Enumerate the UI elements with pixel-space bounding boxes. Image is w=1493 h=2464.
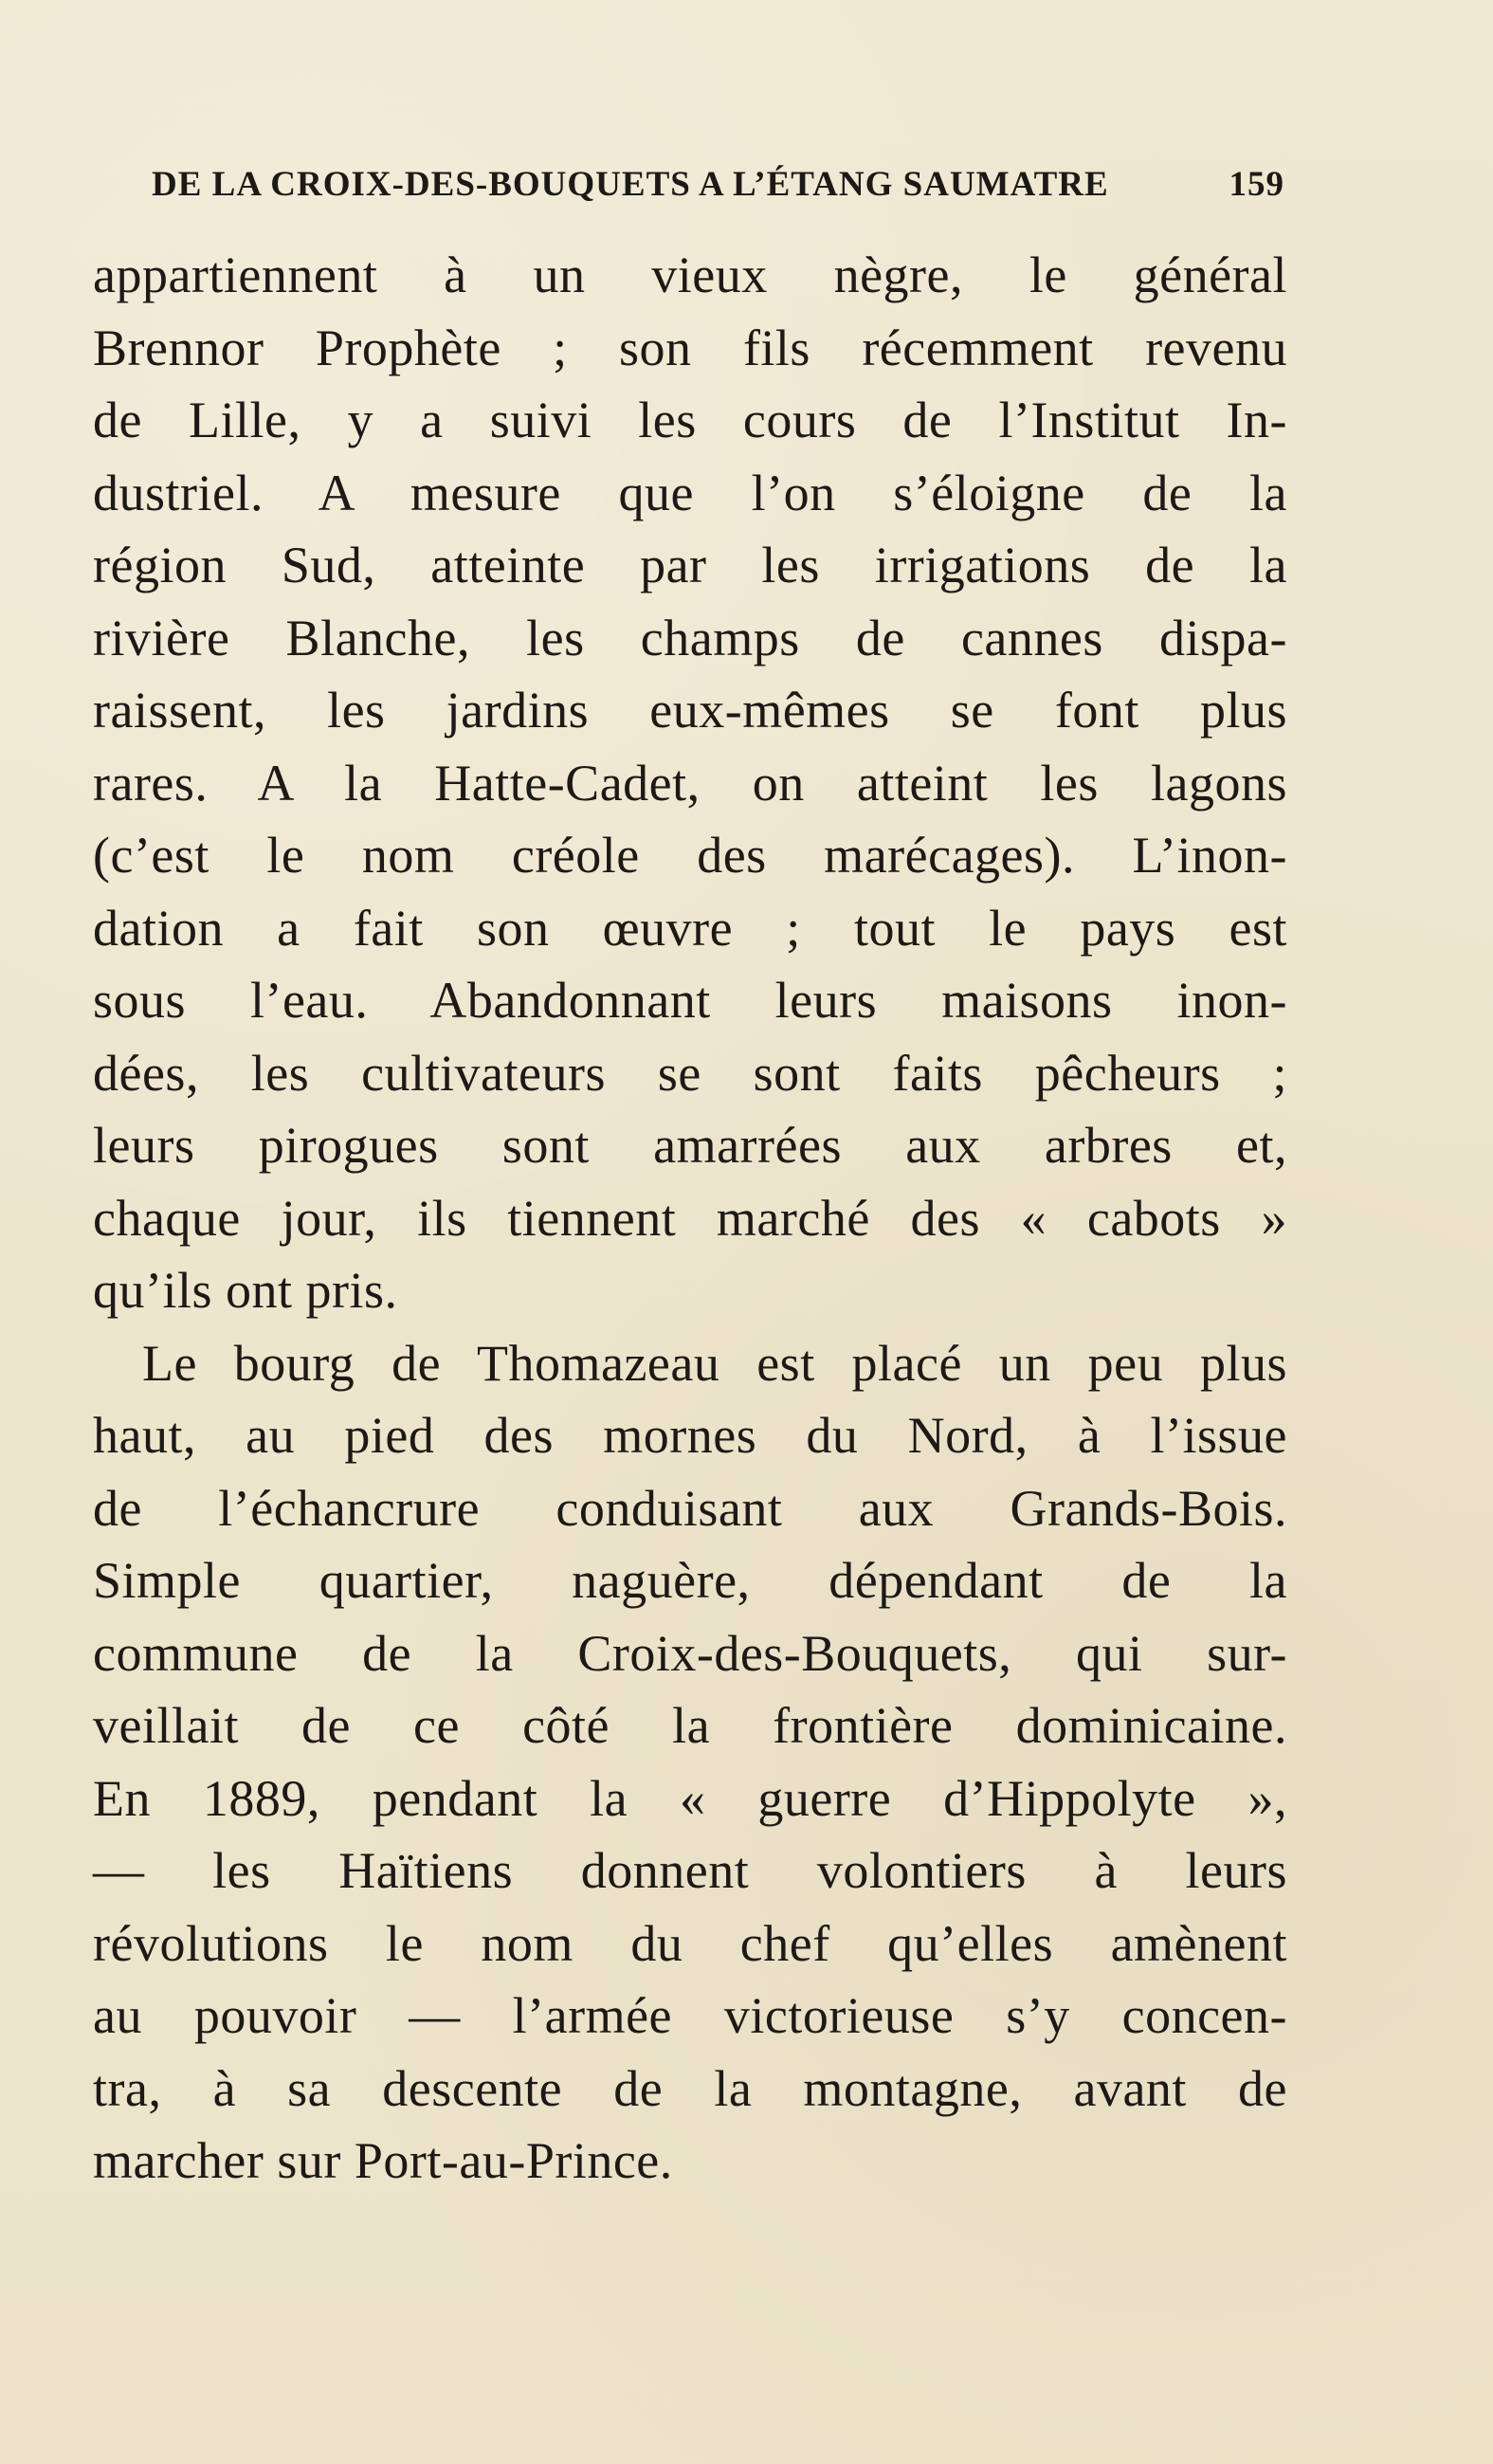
text-line: Le bourg de Thomazeau est placé un peu plus bbox=[142, 1334, 1287, 1392]
text-line: leurs pirogues sont amarrées aux arbres et, bbox=[93, 1117, 1287, 1174]
text-line: chaque jour, ils tiennent marché des « cabots » bbox=[93, 1189, 1287, 1247]
text-line: de Lille, y a suivi les cours de l’Institut In- bbox=[93, 392, 1287, 448]
text-line: marcher sur Port-au-Prince. bbox=[93, 2132, 673, 2189]
text-line: — les Haïtiens donnent volontiers à leurs bbox=[93, 1842, 1287, 1899]
text-line: Brennor Prophète ; son fils récemment revenu bbox=[93, 319, 1287, 376]
text-line: sous l’eau. Abandonnant leurs maisons inon- bbox=[93, 972, 1287, 1029]
body-text bbox=[93, 239, 1287, 2198]
text-line: au pouvoir — l’armée victorieuse s’y concen- bbox=[93, 1987, 1287, 2044]
text-line: de l’échancrure conduisant aux Grands-Bois. bbox=[93, 1479, 1287, 1537]
text-line: veillait de ce côté la frontière dominicaine. bbox=[93, 1697, 1287, 1754]
page-number: 159 bbox=[1229, 165, 1284, 204]
text-line: région Sud, atteinte par les irrigations de la bbox=[93, 537, 1287, 593]
text-line: rivière Blanche, les champs de cannes dispa- bbox=[93, 609, 1287, 666]
text-line: qu’ils ont pris. bbox=[93, 1262, 398, 1319]
text-line: révolutions le nom du chef qu’elles amènent bbox=[93, 1914, 1287, 1972]
text-line: En 1889, pendant la « guerre d’Hippolyte », bbox=[93, 1769, 1287, 1827]
text-line: commune de la Croix-des-Bouquets, qui sur- bbox=[93, 1624, 1287, 1682]
text-line: appartiennent à un vieux nègre, le général bbox=[93, 246, 1287, 303]
text-line: Simple quartier, naguère, dépendant de la bbox=[93, 1552, 1287, 1609]
text-line: dation a fait son œuvre ; tout le pays est bbox=[93, 899, 1287, 957]
text-line: raissent, les jardins eux-mêmes se font plus bbox=[93, 682, 1287, 739]
text-line: tra, à sa descente de la montagne, avant de bbox=[93, 2059, 1287, 2117]
text-line: dustriel. A mesure que l’on s’éloigne de la bbox=[93, 464, 1287, 521]
text-line: rares. A la Hatte-Cadet, on atteint les lagons bbox=[93, 754, 1287, 812]
text-line: dées, les cultivateurs se sont faits pêcheurs ; bbox=[93, 1044, 1287, 1102]
text-line: (c’est le nom créole des marécages). L’inon- bbox=[93, 827, 1287, 884]
text-line: haut, au pied des mornes du Nord, à l’issue bbox=[93, 1407, 1287, 1464]
running-title: DE LA CROIX-DES-BOUQUETS A L’ÉTANG SAUMATRE bbox=[152, 165, 1109, 204]
running-head bbox=[152, 155, 1284, 202]
